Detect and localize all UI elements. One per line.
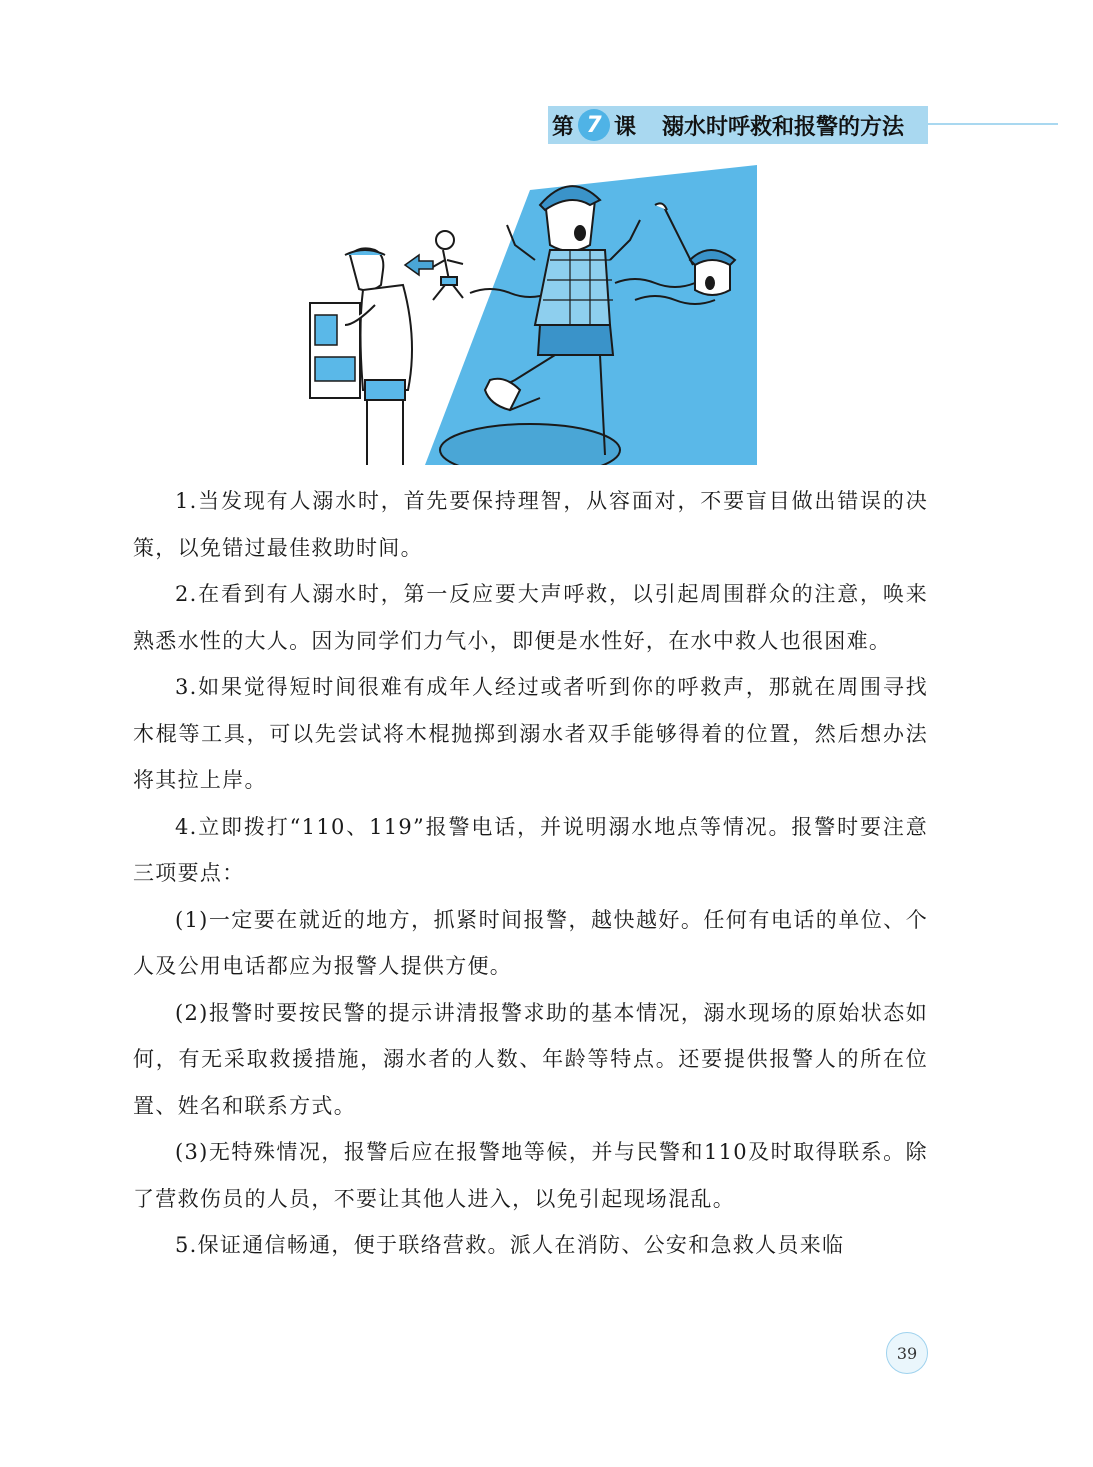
running-person-icon — [431, 231, 463, 300]
paragraph-4-point-3: (3)无特殊情况，报警后应在报警地等候，并与民警和110及时取得联系。除了营救伤员的人员，不要让其他人进入，以免引起现场混乱。 — [133, 1140, 928, 1211]
lesson-body — [133, 478, 928, 1269]
lesson-number-badge: 7 — [578, 109, 610, 141]
drowning-rescue-illustration — [305, 165, 757, 465]
paragraph-4-point-2: (2)报警时要按民警的提示讲清报警求助的基本情况，溺水现场的原始状态如何，有无采取救援措施，溺水者的人数、年龄等特点。还要提供报警人的所在位置、姓名和联系方式。 — [133, 1000, 928, 1118]
arrow-left-icon — [405, 255, 433, 275]
lesson-title: 溺水时呼救和报警的方法 — [662, 114, 905, 140]
lesson-suffix: 课 — [614, 114, 637, 140]
paragraph-2: 2.在看到有人溺水时，第一反应要大声呼救，以引起周围群众的注意，唤来熟悉水性的大人。因为同学们力气小，即便是水性好，在水中救人也很困难。 — [133, 582, 928, 653]
lesson-prefix: 第 — [552, 114, 575, 140]
public-phone-icon — [310, 303, 360, 398]
page-number: 39 — [886, 1332, 928, 1374]
paragraph-5: 5.保证通信畅通，便于联络营救。派人在消防、公安和急救人员来临 — [175, 1233, 845, 1257]
paragraph-4: 4.立即拨打“110、119”报警电话，并说明溺水地点等情况。报警时要注意三项要点： — [133, 814, 928, 885]
lesson-header — [552, 106, 904, 144]
paragraph-3: 3.如果觉得短时间很难有成年人经过或者听到你的呼救声，那就在周围寻找木棍等工具，可以先尝试将木棍抛掷到溺水者双手能够得着的位置，然后想办法将其拉上岸。 — [133, 675, 928, 792]
paragraph-1: 1.当发现有人溺水时，首先要保持理智，从容面对，不要盲目做出错误的决策，以免错过最佳救助时间。 — [133, 489, 928, 560]
paragraph-4-point-1: (1)一定要在就近的地方，抓紧时间报警，越快越好。任何有电话的单位、个人及公用电话都应为报警人提供方便。 — [133, 907, 928, 978]
header-rule — [928, 123, 1058, 125]
